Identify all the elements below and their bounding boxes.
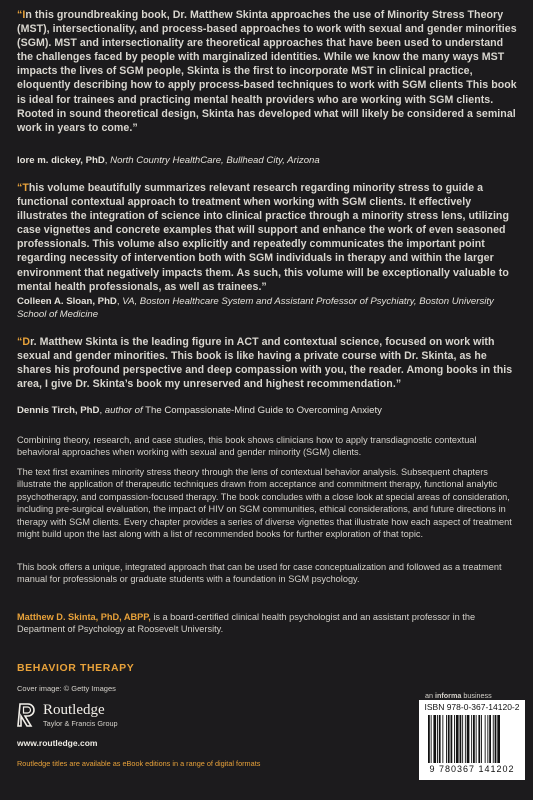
barcode-bars-icon: [428, 715, 516, 763]
publisher-logo: [17, 702, 118, 728]
praise-attribution-1: lore m. dickey, PhD, North Country HealthCare, Bullhead City, Arizona: [17, 155, 320, 166]
series-label: BEHAVIOR THERAPY: [17, 662, 135, 674]
praise-affiliation-1: North Country HealthCare, Bullhead City, Arizona: [110, 155, 320, 166]
cover-image-credit: Cover image: © Getty Images: [17, 684, 116, 693]
informa-business-tag: an informa business: [425, 691, 492, 700]
praise-affiliation-3: The Compassionate-Mind Guide to Overcoming Anxiety: [145, 405, 382, 416]
praise-attribution-2: Colleen A. Sloan, PhD, VA, Boston Healthcare System and Assistant Professor of Psychiatry, Boston University School of Medicine: [17, 296, 494, 320]
praise-attribution-3: Dennis Tirch, PhD, author of The Compassionate-Mind Guide to Overcoming Anxiety: [17, 405, 382, 416]
praise-affiliation-2: VA, Boston Healthcare System and Assistant Professor of Psychiatry, Boston University School of Medicine: [17, 296, 494, 320]
routledge-logo-icon: [17, 702, 37, 728]
ebook-note: Routledge titles are available as eBook editions in a range of digital formats: [17, 759, 261, 768]
praise-affiliation-prefix-3: author of: [104, 405, 143, 416]
description-paragraph-2: The text first examines minority stress theory through the lens of contextual behavior analysis. Subsequent chapters illustrate the application of therapeutic techniques drawn from acceptance and commitment therapy, functional analytic psychotherapy, and compassion-focused therapy. The book concludes with a close look at special areas of consideration, including pre-surgical evaluation, the impact of HIV on SGM communities, ethical considerations, and future directions in therapy with SGM clients. Every chapter provides a series of diverse vignettes that illustrate how each aspect of treatment might build upon the last along with a list of recommended books for further exploration of that topic.: [17, 467, 512, 540]
praise-name-1: lore m. dickey, PhD: [17, 155, 105, 166]
publisher-name: Routledge: [43, 702, 105, 718]
praise-name-2: Colleen A. Sloan, PhD: [17, 296, 117, 307]
author-bio: [17, 611, 517, 636]
author-name: Matthew D. Skinta, PhD, ABPP,: [17, 612, 151, 622]
praise-quote-3: “Dr. Matthew Skinta is the leading figure in ACT and contextual science, focused on work with sexual and gender minorities. This book is like having a private course with Dr. Skinta, as he shares his profound perspective and deep compassion with you, the reader. Among books in this area, I give Dr. Skinta’s book my unreserved and highest recommendation.”: [17, 336, 513, 391]
barcode-number: 9 780367 141202: [429, 764, 515, 774]
author-bio-text: is a board-certified clinical health psychologist and an assistant professor in the Department of Psychology at Roosevelt University.: [17, 612, 476, 635]
praise-name-3: Dennis Tirch, PhD: [17, 405, 100, 416]
publisher-website[interactable]: www.routledge.com: [17, 738, 98, 748]
publisher-group: Taylor & Francis Group: [43, 719, 118, 728]
isbn-barcode: [419, 700, 525, 780]
description-paragraph-1: Combining theory, research, and case studies, this book shows clinicians how to apply transdiagnostic contextual behavioral approaches when working with sexual and gender minority (SGM) clients.: [17, 435, 477, 458]
praise-quote-1: “In this groundbreaking book, Dr. Matthew Skinta approaches the use of Minority Stress Theory (MST), intersectionality, and process-based approaches to work with sexual and gender minorities (SGM). MST and intersectionality are theoretical approaches that have been used to understand the challenges faced by people with marginalized identities. While we know the many ways MST impacts the lives of SGM people, Skinta is the first to incorporate MST in clinical practice, eloquently describing how to apply process-based techniques to work with SGM clients This book is ideal for trainees and practicing mental health providers who are working with SGM clients. Rooted in sound theoretical design, Skinta has developed what will likely be considered a seminal work in years to come.”: [17, 9, 517, 134]
isbn-label: ISBN 978-0-367-14120-2: [424, 702, 520, 712]
description-paragraph-3: This book offers a unique, integrated approach that can be used for case conceptualization and followed as a treatment manual for professionals or graduate students with a foundation in SGM psychology.: [17, 562, 502, 585]
praise-quote-2: “This volume beautifully summarizes relevant research regarding minority stress to guide a functional contextual approach to treatment when working with SGM clients. It effectively illustrates the integration of science into clinical practice through a minority stress lens, utilizing case vignettes and concrete examples that will support and enhance the work of even seasoned professionals. This volume also explicitly and repeatedly communicates the important point regarding necessity of intervention both with SGM individuals in therapy and within the larger environment that negatively impacts them. As such, this volume will be exceptionally valuable to mental health professionals, as well as trainees.”: [17, 182, 509, 293]
